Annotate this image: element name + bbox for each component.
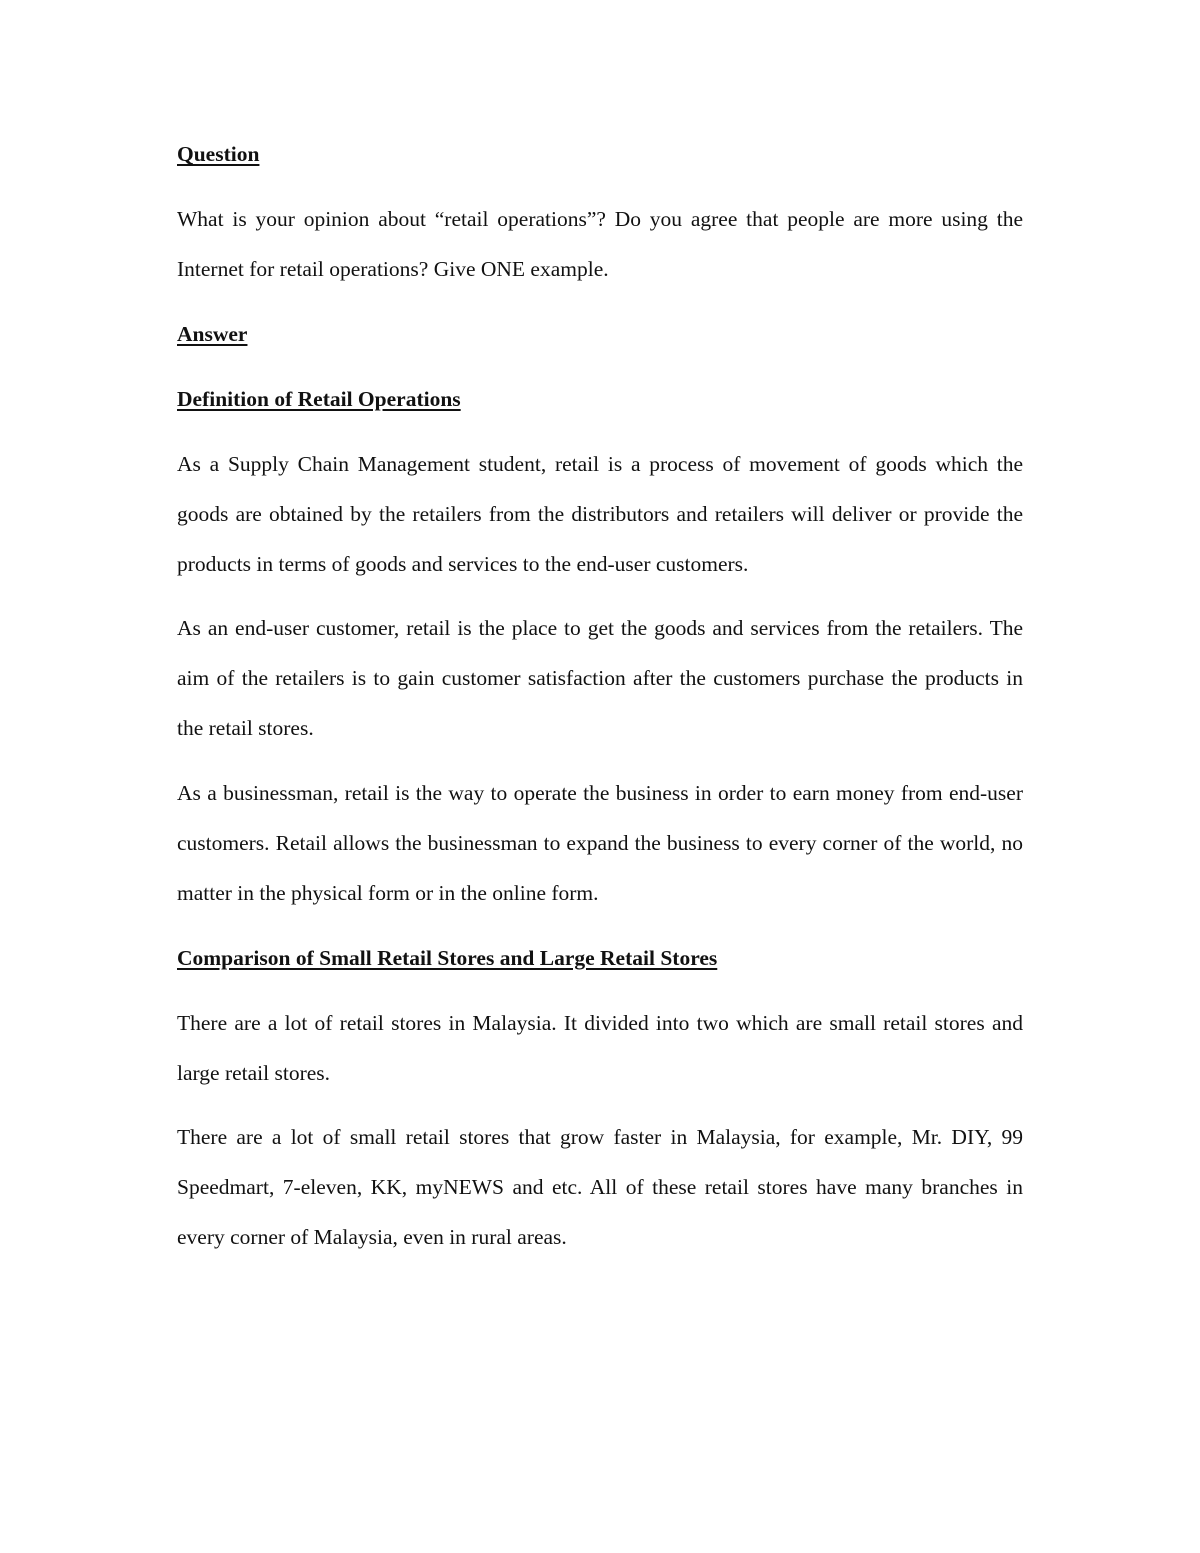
question-text: What is your opinion about “retail operations”? Do you agree that people are more using the Internet for retail operations? Give ONE example. (177, 207, 1023, 281)
comparison-heading: Comparison of Small Retail Stores and Large Retail Stores (177, 946, 718, 970)
question-heading: Question (177, 142, 260, 166)
answer-heading: Answer (177, 322, 248, 346)
definition-paragraph-end-user: As an end-user customer, retail is the place to get the goods and services from the retailers. The aim of the retailers is to gain customer satisfaction after the customers purchase the products in the retail stores. (177, 616, 1023, 740)
definition-paragraph-businessman: As a businessman, retail is the way to operate the business in order to earn money from end-user customers. Retail allows the businessman to expand the business to every corner of the world, no matter in the physical form or in the online form. (177, 781, 1023, 905)
definition-heading: Definition of Retail Operations (177, 387, 461, 411)
comparison-paragraph-small-stores: There are a lot of small retail stores that grow faster in Malaysia, for example, Mr. DIY, 99 Speedmart, 7-eleven, KK, myNEWS and etc. All of these retail stores have many branches in every corner of Malaysia, even in rural areas. (177, 1125, 1023, 1249)
comparison-paragraph-overview: There are a lot of retail stores in Malaysia. It divided into two which are small retail stores and large retail stores. (177, 1011, 1023, 1085)
definition-paragraph-supply-chain: As a Supply Chain Management student, retail is a process of movement of goods which the goods are obtained by the retailers from the distributors and retailers will deliver or provide the products in terms of goods and services to the end-user customers. (177, 452, 1023, 576)
